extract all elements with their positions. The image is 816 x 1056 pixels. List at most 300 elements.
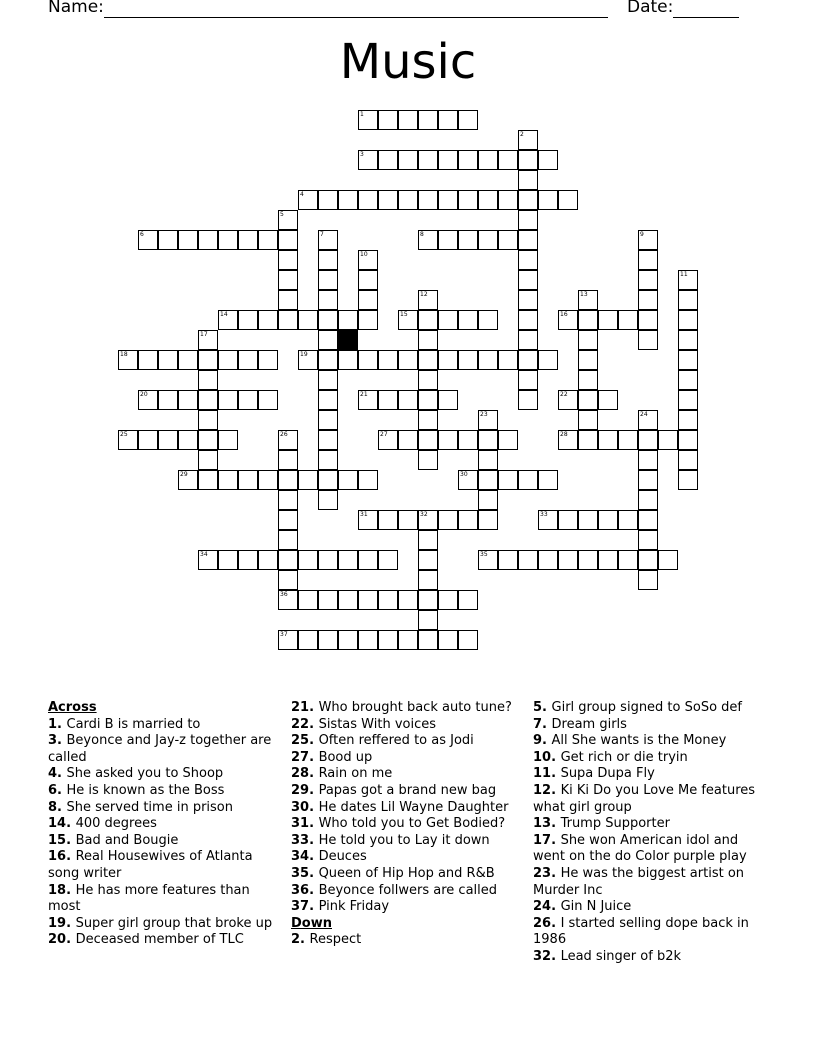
grid-cell[interactable]	[378, 110, 398, 130]
grid-cell[interactable]	[598, 390, 618, 410]
grid-cell[interactable]	[258, 350, 278, 370]
grid-cell[interactable]	[318, 550, 338, 570]
grid-cell[interactable]	[638, 230, 658, 250]
grid-cell[interactable]	[418, 310, 438, 330]
grid-cell[interactable]	[638, 310, 658, 330]
grid-cell[interactable]	[138, 430, 158, 450]
grid-cell[interactable]	[418, 430, 438, 450]
grid-cell[interactable]	[218, 390, 238, 410]
grid-cell[interactable]	[478, 490, 498, 510]
grid-cell[interactable]	[538, 470, 558, 490]
grid-cell[interactable]	[678, 450, 698, 470]
grid-cell[interactable]	[658, 550, 678, 570]
grid-cell[interactable]	[198, 410, 218, 430]
grid-cell[interactable]	[138, 350, 158, 370]
grid-cell[interactable]	[198, 350, 218, 370]
grid-cell[interactable]	[398, 590, 418, 610]
grid-cell[interactable]	[418, 290, 438, 310]
grid-cell[interactable]	[258, 470, 278, 490]
grid-cell[interactable]	[678, 390, 698, 410]
grid-cell[interactable]	[618, 510, 638, 530]
grid-cell[interactable]	[258, 310, 278, 330]
grid-cell[interactable]	[218, 230, 238, 250]
grid-cell[interactable]	[198, 470, 218, 490]
grid-cell[interactable]	[678, 430, 698, 450]
grid-cell[interactable]	[458, 510, 478, 530]
grid-cell[interactable]	[318, 190, 338, 210]
grid-cell[interactable]	[438, 590, 458, 610]
grid-cell[interactable]	[318, 470, 338, 490]
grid-cell[interactable]	[418, 150, 438, 170]
grid-cell[interactable]	[478, 550, 498, 570]
grid-cell[interactable]	[418, 110, 438, 130]
grid-cell[interactable]	[418, 390, 438, 410]
grid-cell[interactable]	[278, 530, 298, 550]
grid-cell[interactable]	[298, 310, 318, 330]
grid-cell[interactable]	[538, 150, 558, 170]
grid-cell[interactable]	[278, 510, 298, 530]
grid-cell[interactable]	[358, 350, 378, 370]
grid-cell[interactable]	[678, 330, 698, 350]
grid-cell[interactable]	[458, 310, 478, 330]
grid-cell[interactable]	[458, 430, 478, 450]
clue-number: 2	[291, 932, 301, 948]
clue-number: 30	[460, 471, 468, 478]
grid-cell[interactable]	[378, 150, 398, 170]
grid-cell[interactable]	[418, 190, 438, 210]
grid-cell[interactable]	[198, 370, 218, 390]
grid-cell[interactable]	[418, 450, 438, 470]
grid-cell[interactable]	[178, 350, 198, 370]
grid-cell[interactable]	[378, 190, 398, 210]
grid-cell[interactable]	[418, 630, 438, 650]
grid-cell[interactable]	[658, 430, 678, 450]
grid-cell[interactable]	[318, 330, 338, 350]
clue-number: 36	[291, 882, 310, 898]
grid-cell[interactable]	[278, 450, 298, 470]
grid-cell[interactable]	[518, 130, 538, 150]
grid-cell[interactable]	[418, 610, 438, 630]
grid-cell[interactable]	[318, 230, 338, 250]
clue-text: All She wants is the Money	[551, 733, 727, 749]
grid-cell[interactable]	[158, 390, 178, 410]
grid-cell[interactable]	[318, 430, 338, 450]
grid-cell[interactable]	[298, 550, 318, 570]
across-clue: 31. Who told you to Get Bodied?	[291, 816, 506, 832]
grid-cell[interactable]	[378, 390, 398, 410]
grid-cell[interactable]	[518, 390, 538, 410]
grid-cell[interactable]	[378, 430, 398, 450]
grid-cell[interactable]	[478, 190, 498, 210]
grid-cell[interactable]	[538, 550, 558, 570]
grid-cell[interactable]	[638, 270, 658, 290]
clue-text: She served time in prison	[66, 799, 233, 815]
clue-text: Dream girls	[551, 716, 627, 732]
clue-number: 32	[533, 948, 552, 964]
grid-cell[interactable]	[498, 230, 518, 250]
grid-cell[interactable]	[598, 430, 618, 450]
grid-cell[interactable]	[518, 230, 538, 250]
clue-number: 34	[291, 849, 310, 865]
grid-cell[interactable]	[478, 150, 498, 170]
grid-cell[interactable]	[318, 270, 338, 290]
grid-cell[interactable]	[458, 630, 478, 650]
grid-cell[interactable]	[558, 550, 578, 570]
grid-cell[interactable]	[158, 350, 178, 370]
clue-text: Lead singer of b2k	[560, 948, 681, 964]
grid-cell[interactable]	[558, 190, 578, 210]
grid-cell[interactable]	[278, 590, 298, 610]
grid-cell[interactable]	[238, 470, 258, 490]
grid-cell[interactable]	[478, 470, 498, 490]
grid-cell[interactable]	[498, 350, 518, 370]
grid-cell[interactable]	[498, 550, 518, 570]
grid-cell[interactable]	[418, 570, 438, 590]
grid-cell[interactable]	[378, 550, 398, 570]
grid-cell[interactable]	[518, 370, 538, 390]
across-clue: 25. Often reffered to as Jodi	[291, 733, 474, 749]
grid-cell[interactable]	[418, 230, 438, 250]
grid-cell[interactable]	[398, 630, 418, 650]
grid-cell[interactable]	[578, 430, 598, 450]
grid-cell[interactable]	[318, 410, 338, 430]
grid-cell[interactable]	[478, 510, 498, 530]
grid-cell[interactable]	[358, 190, 378, 210]
grid-cell[interactable]	[278, 470, 298, 490]
grid-cell[interactable]	[338, 190, 358, 210]
grid-cell[interactable]	[198, 430, 218, 450]
grid-cell[interactable]	[518, 290, 538, 310]
grid-cell[interactable]	[298, 470, 318, 490]
grid-cell[interactable]	[358, 550, 378, 570]
grid-cell[interactable]	[278, 630, 298, 650]
grid-cell[interactable]	[558, 390, 578, 410]
grid-cell[interactable]	[578, 370, 598, 390]
grid-cell[interactable]	[238, 350, 258, 370]
grid-cell[interactable]	[198, 550, 218, 570]
grid-cell[interactable]	[318, 590, 338, 610]
grid-cell[interactable]	[578, 290, 598, 310]
grid-cell[interactable]	[318, 390, 338, 410]
grid-cell[interactable]	[238, 550, 258, 570]
grid-cell[interactable]	[438, 630, 458, 650]
grid-cell[interactable]	[438, 390, 458, 410]
grid-cell[interactable]	[458, 350, 478, 370]
grid-cell[interactable]	[438, 430, 458, 450]
grid-cell[interactable]	[278, 310, 298, 330]
across-clue: 1. Cardi B is married to	[48, 716, 201, 732]
grid-cell[interactable]	[258, 390, 278, 410]
grid-cell[interactable]	[358, 150, 378, 170]
grid-cell[interactable]	[178, 430, 198, 450]
grid-cell[interactable]	[578, 410, 598, 430]
grid-cell[interactable]	[418, 330, 438, 350]
grid-cell[interactable]	[198, 330, 218, 350]
grid-cell[interactable]	[438, 190, 458, 210]
grid-cell[interactable]	[218, 550, 238, 570]
grid-cell[interactable]	[618, 550, 638, 570]
grid-cell[interactable]	[378, 630, 398, 650]
clue-number: 5	[533, 700, 543, 715]
grid-cell[interactable]	[218, 310, 238, 330]
grid-cell[interactable]	[358, 590, 378, 610]
clue-text: He told you to Lay it down	[318, 832, 490, 848]
grid-cell[interactable]	[398, 310, 418, 330]
grid-cell[interactable]	[138, 230, 158, 250]
grid-cell[interactable]	[638, 550, 658, 570]
clue-text: Get rich or die tryin	[560, 749, 688, 765]
grid-cell[interactable]	[578, 330, 598, 350]
grid-cell[interactable]	[678, 470, 698, 490]
grid-cell[interactable]	[418, 530, 438, 550]
down-heading: Down	[291, 915, 332, 931]
grid-cell[interactable]	[198, 390, 218, 410]
grid-cell[interactable]	[398, 350, 418, 370]
grid-cell[interactable]	[158, 230, 178, 250]
grid-cell[interactable]	[478, 230, 498, 250]
grid-cell[interactable]	[478, 450, 498, 470]
across-clue: 30. He dates Lil Wayne Daughter	[291, 799, 509, 815]
grid-cell[interactable]	[238, 390, 258, 410]
grid-cell[interactable]	[398, 430, 418, 450]
grid-cell[interactable]	[278, 250, 298, 270]
grid-cell[interactable]	[298, 190, 318, 210]
grid-cell[interactable]	[578, 310, 598, 330]
grid-cell[interactable]	[558, 430, 578, 450]
grid-cell[interactable]	[418, 370, 438, 390]
grid-cell[interactable]	[318, 290, 338, 310]
grid-cell[interactable]	[578, 390, 598, 410]
grid-cell[interactable]	[218, 350, 238, 370]
grid-cell[interactable]	[358, 470, 378, 490]
grid-cell[interactable]	[498, 190, 518, 210]
grid-cell[interactable]	[518, 170, 538, 190]
grid-cell[interactable]	[138, 390, 158, 410]
grid-cell[interactable]	[578, 550, 598, 570]
clue-number: 15	[400, 311, 408, 318]
grid-cell[interactable]	[158, 430, 178, 450]
grid-cell[interactable]	[598, 510, 618, 530]
grid-cell[interactable]	[438, 230, 458, 250]
across-clue: 4. She asked you to Shoop	[48, 766, 224, 782]
grid-cell[interactable]	[358, 310, 378, 330]
grid-cell[interactable]	[358, 110, 378, 130]
grid-cell[interactable]	[678, 350, 698, 370]
grid-cell[interactable]	[638, 490, 658, 510]
clue-number: 35	[291, 865, 310, 881]
grid-cell[interactable]	[418, 350, 438, 370]
grid-cell[interactable]	[678, 290, 698, 310]
grid-cell[interactable]	[278, 430, 298, 450]
grid-cell[interactable]	[518, 470, 538, 490]
clue-text: Respect	[309, 932, 362, 948]
grid-cell[interactable]	[358, 630, 378, 650]
grid-cell[interactable]	[418, 510, 438, 530]
grid-cell[interactable]	[478, 430, 498, 450]
grid-cell[interactable]	[318, 350, 338, 370]
grid-cell[interactable]	[218, 430, 238, 450]
grid-cell[interactable]	[458, 590, 478, 610]
grid-cell[interactable]	[638, 570, 658, 590]
grid-cell[interactable]	[358, 250, 378, 270]
grid-cell[interactable]	[638, 250, 658, 270]
grid-cell[interactable]	[518, 190, 538, 210]
grid-cell[interactable]	[518, 270, 538, 290]
grid-cell[interactable]	[478, 350, 498, 370]
grid-cell[interactable]	[458, 470, 478, 490]
grid-cell[interactable]	[318, 310, 338, 330]
grid-cell[interactable]	[338, 550, 358, 570]
grid-cell[interactable]	[178, 390, 198, 410]
grid-cell[interactable]	[278, 270, 298, 290]
grid-cell[interactable]	[278, 570, 298, 590]
across-clue: 14. 400 degrees	[48, 816, 157, 832]
grid-cell[interactable]	[278, 490, 298, 510]
grid-cell[interactable]	[398, 190, 418, 210]
grid-cell[interactable]	[438, 350, 458, 370]
clue-number: 1	[48, 716, 58, 732]
grid-cell[interactable]	[578, 510, 598, 530]
grid-cell[interactable]	[358, 510, 378, 530]
grid-cell[interactable]	[398, 110, 418, 130]
grid-cell[interactable]	[618, 430, 638, 450]
grid-cell[interactable]	[638, 330, 658, 350]
grid-cell[interactable]	[318, 630, 338, 650]
grid-cell[interactable]	[478, 410, 498, 430]
grid-cell[interactable]	[358, 270, 378, 290]
grid-cell[interactable]	[598, 310, 618, 330]
grid-cell[interactable]	[338, 350, 358, 370]
grid-cell[interactable]	[678, 370, 698, 390]
grid-cell[interactable]	[118, 430, 138, 450]
grid-cell[interactable]	[538, 350, 558, 370]
grid-cell[interactable]	[478, 310, 498, 330]
grid-cell[interactable]	[438, 310, 458, 330]
grid-cell[interactable]	[278, 550, 298, 570]
grid-cell[interactable]	[438, 150, 458, 170]
grid-cell[interactable]	[278, 230, 298, 250]
grid-cell[interactable]	[578, 350, 598, 370]
grid-cell[interactable]	[538, 190, 558, 210]
grid-cell[interactable]	[518, 330, 538, 350]
grid-cell[interactable]	[618, 310, 638, 330]
grid-cell[interactable]	[678, 410, 698, 430]
grid-cell[interactable]	[518, 310, 538, 330]
grid-cell[interactable]	[378, 510, 398, 530]
grid-cell[interactable]	[638, 530, 658, 550]
grid-cell[interactable]	[638, 410, 658, 430]
grid-cell[interactable]	[178, 230, 198, 250]
grid-cell[interactable]	[398, 390, 418, 410]
down-clue: 32. Lead singer of b2k	[533, 948, 681, 964]
grid-cell[interactable]	[678, 310, 698, 330]
grid-cell[interactable]	[638, 450, 658, 470]
clue-number: 9	[533, 733, 543, 749]
grid-cell[interactable]	[198, 230, 218, 250]
clue-number: 6	[48, 782, 58, 798]
grid-cell[interactable]	[298, 630, 318, 650]
grid-cell[interactable]	[238, 230, 258, 250]
clue-number: 26	[280, 431, 288, 438]
grid-cell[interactable]	[538, 510, 558, 530]
grid-cell[interactable]	[398, 150, 418, 170]
grid-cell[interactable]	[338, 310, 358, 330]
clue-text: He was the biggest artist on Murder Inc	[533, 865, 745, 898]
grid-cell[interactable]	[498, 470, 518, 490]
grid-cell[interactable]	[518, 150, 538, 170]
grid-cell[interactable]	[518, 210, 538, 230]
grid-cell[interactable]	[638, 470, 658, 490]
clue-number: 25	[120, 431, 128, 438]
grid-cell[interactable]	[238, 310, 258, 330]
grid-cell[interactable]	[638, 510, 658, 530]
grid-cell[interactable]	[458, 230, 478, 250]
grid-cell[interactable]	[358, 390, 378, 410]
grid-cell[interactable]	[258, 550, 278, 570]
grid-cell[interactable]	[318, 370, 338, 390]
clue-number: 31	[360, 511, 368, 518]
grid-cell[interactable]	[558, 310, 578, 330]
grid-cell[interactable]	[218, 470, 238, 490]
clue-text: Trump Supporter	[560, 816, 670, 832]
grid-cell[interactable]	[518, 550, 538, 570]
clue-number: 17	[533, 832, 552, 848]
grid-cell[interactable]	[338, 470, 358, 490]
grid-cell[interactable]	[278, 210, 298, 230]
grid-cell[interactable]	[398, 510, 418, 530]
grid-cell[interactable]	[518, 350, 538, 370]
grid-cell[interactable]	[418, 410, 438, 430]
grid-cell[interactable]	[358, 290, 378, 310]
grid-cell[interactable]	[558, 510, 578, 530]
grid-cell[interactable]	[378, 350, 398, 370]
grid-cell[interactable]	[298, 590, 318, 610]
grid-cell[interactable]	[318, 450, 338, 470]
grid-cell[interactable]	[438, 110, 458, 130]
across-clue: 35. Queen of Hip Hop and R&B	[291, 865, 495, 881]
across-clue: 29. Papas got a brand new bag	[291, 782, 497, 798]
grid-cell[interactable]	[258, 230, 278, 250]
grid-cell[interactable]	[118, 350, 138, 370]
grid-cell[interactable]	[418, 590, 438, 610]
grid-cell[interactable]	[278, 290, 298, 310]
grid-cell[interactable]	[178, 470, 198, 490]
grid-cell[interactable]	[338, 630, 358, 650]
grid-cell[interactable]	[678, 270, 698, 290]
grid-cell[interactable]	[518, 250, 538, 270]
grid-cell[interactable]	[458, 110, 478, 130]
clue-number: 15	[48, 832, 67, 848]
grid-cell[interactable]	[438, 510, 458, 530]
grid-cell[interactable]	[638, 290, 658, 310]
grid-cell[interactable]	[638, 430, 658, 450]
grid-cell[interactable]	[498, 430, 518, 450]
grid-cell[interactable]	[338, 590, 358, 610]
grid-cell[interactable]	[318, 490, 338, 510]
grid-cell[interactable]	[598, 550, 618, 570]
grid-cell[interactable]	[378, 590, 398, 610]
grid-cell[interactable]	[498, 150, 518, 170]
grid-cell[interactable]	[298, 350, 318, 370]
clue-number: 35	[480, 551, 488, 558]
grid-cell[interactable]	[318, 250, 338, 270]
grid-cell[interactable]	[198, 450, 218, 470]
grid-cell[interactable]	[458, 150, 478, 170]
clue-column-2	[291, 700, 526, 949]
grid-cell[interactable]	[418, 550, 438, 570]
clue-text: 400 degrees	[75, 816, 157, 832]
grid-cell[interactable]	[458, 190, 478, 210]
